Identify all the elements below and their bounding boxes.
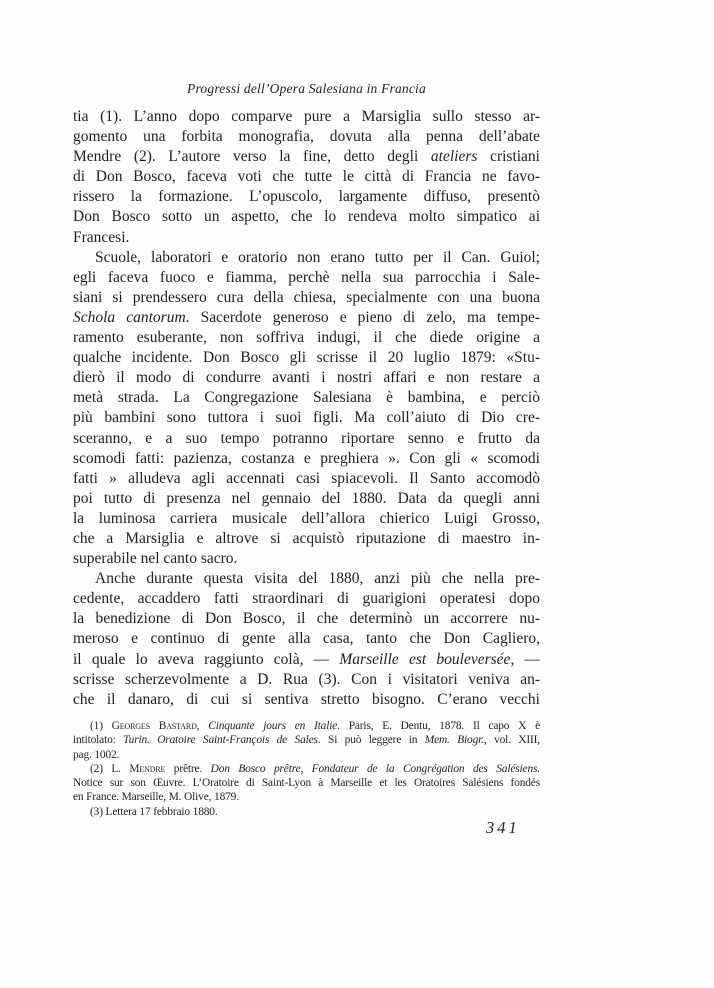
text-line: Mendre (2). L’autore verso la fine, detto degli ateliers cristiani <box>73 148 540 166</box>
text-line: di Don Bosco, faceva voti che tutte le città di Francia ne favo- <box>73 168 540 186</box>
page-number: 341 <box>486 818 520 837</box>
text-line: cedente, accaddero fatti straordinari di guarigioni operatesi dopo <box>73 590 540 608</box>
text-line: intitolato: Turin. Oratoire Saint-François de Sales. Si può leggere in Mem. Biogr., vol. XIII, <box>73 734 540 747</box>
text-line: poi tutto di presenza nel gennaio del 1880. Data da quegli anni <box>73 489 540 507</box>
text-line: egli faceva fuoco e fiamma, perchè nella sua parrocchia i Sale- <box>73 268 540 286</box>
text-line: pag. 1002. <box>73 748 120 761</box>
text-line: ramento esuberante, non soffriva indugi, il che diede origine a <box>73 329 540 347</box>
text-line: superabile nel canto sacro. <box>73 550 238 568</box>
text-line: scrisse scherzevolmente a D. Rua (3). Con i visitatori veniva an- <box>73 670 540 688</box>
text-line: la benedizione di Don Bosco, il che determinò un accorrere nu- <box>73 610 540 628</box>
text-line: la luminosa carriera musicale dell’allora chierico Luigi Grosso, <box>73 509 540 527</box>
text-line: il quale lo aveva raggiunto colà, — Marseille est bouleversée, — <box>73 650 541 668</box>
text-line: scomodi fatti: pazienza, costanza e preghiera ». Con gli « scomodi <box>73 449 540 467</box>
footnote <box>73 762 540 805</box>
text-line: en France. Marseille, M. Olive, 1879. <box>73 791 239 804</box>
text-line: Schola cantorum. Sacerdote generoso e pieno di zelo, ma tempe- <box>73 308 540 326</box>
text-line: Francesi. <box>73 228 130 246</box>
text-line: fatti » alludeva agli accennati casi spiacevoli. Il Santo accomodò <box>73 469 540 487</box>
text-line: Notice sur son Œuvre. L’Oratoire di Saint-Lyon à Marseille et les Oratoires Salésiens fondés <box>73 777 540 790</box>
text-line: che a Marsiglia e altrove si acquistò riputazione di maestro in- <box>73 529 540 547</box>
text-line: rissero la formazione. L’opuscolo, largamente diffuso, presentò <box>73 188 540 206</box>
paragraph <box>73 248 540 570</box>
footnotes <box>73 719 540 819</box>
text-line: tia (1). L’anno dopo comparve pure a Marsiglia sullo stesso ar- <box>73 108 540 125</box>
text-line: dierò il modo di condurre avanti i nostri affari e non restare a <box>73 369 540 387</box>
text-line: più bambini sono tuttora i suoi figli. Ma coll’aiuto di Dio cre- <box>73 409 540 427</box>
running-header: Progressi dell’Opera Salesiana in Francia <box>187 81 426 96</box>
text-line: siani si prendessero cura della chiesa, specialmente con una buona <box>73 288 540 306</box>
paragraph <box>73 107 540 248</box>
text-line: Anche durante questa visita del 1880, anzi più che nella pre- <box>95 570 540 588</box>
text-line: sceranno, e a suo tempo potranno riportare senno e frutto da <box>73 429 540 447</box>
text-line: (3) Lettera 17 febbraio 1880. <box>90 805 218 818</box>
text-line: qualche incidente. Don Bosco gli scrisse il 20 luglio 1879: «Stu- <box>73 349 540 367</box>
text-line: gomento una forbita monografia, dovuta alla penna dell’abate <box>73 128 540 146</box>
text-line: meroso e continuo di gente alla casa, tanto che Don Cagliero, <box>73 630 540 648</box>
text-line: che il danaro, di cui si sentiva stretto bisogno. C’erano vecchi <box>73 690 540 708</box>
text-line: Don Bosco sotto un aspetto, che lo rendeva molto simpatico ai <box>73 208 540 226</box>
paragraph <box>73 569 540 710</box>
footnote <box>73 805 540 819</box>
text-line: (2) L. Mendre prêtre. Don Bosco prêtre, Fondateur de la Congrégation des Salésiens. <box>90 762 540 775</box>
footnote <box>73 719 540 762</box>
text-line: (1) Georges Bastard, Cinquante jours en Italie. Paris, E. Dentu, 1878. Il capo X è <box>90 720 540 732</box>
text-line: Scuole, laboratori e oratorio non erano tutto per il Can. Guiol; <box>95 248 540 266</box>
body-text <box>73 107 540 710</box>
text-line: metà strada. La Congregazione Salesiana è bambina, e perciò <box>73 389 540 407</box>
